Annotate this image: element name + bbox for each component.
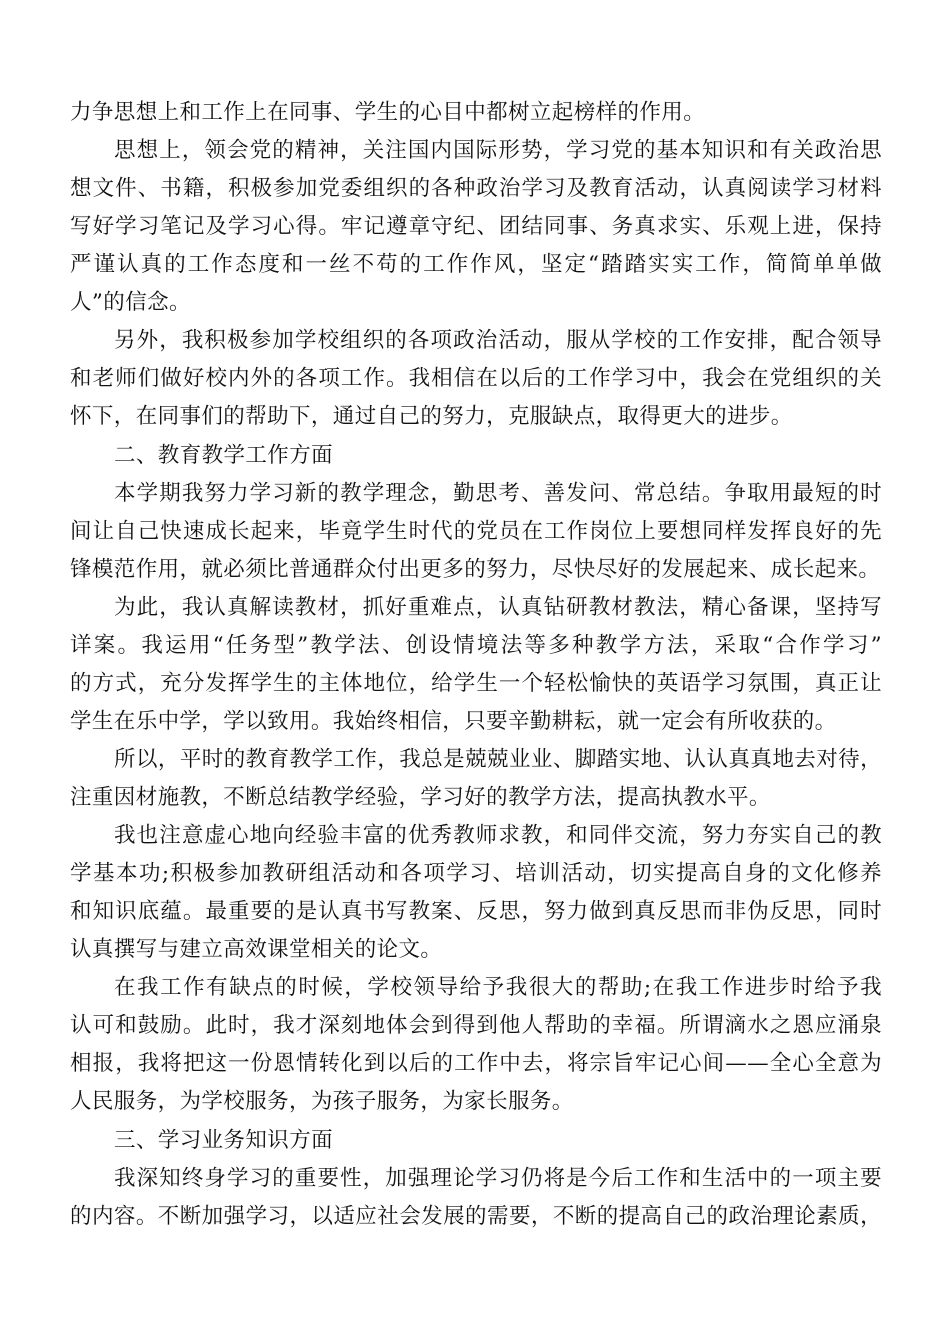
text-line: 相报，我将把这一份恩情转化到以后的工作中去，将宗旨牢记心间——全心全意为: [70, 1051, 882, 1076]
text-line: 严谨认真的工作态度和一丝不苟的工作作风，坚定“踏踏实实工作，简简单单做: [70, 252, 882, 277]
text-line: 和老师们做好校内外的各项工作。我相信在以后的工作学习中，我会在党组织的关: [70, 366, 882, 391]
section-heading: 二、教育教学工作方面: [114, 443, 334, 468]
text-line: 本学期我努力学习新的教学理念，勤思考、善发问、常总结。争取用最短的时: [114, 481, 882, 506]
text-line: 我深知终身学习的重要性，加强理论学习仍将是今后工作和生活中的一项主要: [114, 1166, 882, 1191]
text-line: 为此，我认真解读教材，抓好重难点，认真钻研教材教法，精心备课，坚持写: [114, 595, 882, 620]
text-line: 认真撰写与建立高效课堂相关的论文。: [70, 937, 443, 962]
text-line: 想文件、书籍，积极参加党委组织的各种政治学习及教育活动，认真阅读学习材料: [70, 176, 882, 201]
text-line: 学生在乐中学，学以致用。我始终相信，只要辛勤耕耘，就一定会有所收获的。: [70, 709, 837, 734]
text-line: 人”的信念。: [70, 290, 191, 315]
text-line: 和知识底蕴。最重要的是认真书写教案、反思，努力做到真反思而非伪反思，同时: [70, 899, 882, 924]
text-line: 的内容。不断加强学习，以适应社会发展的需要，不断的提高自己的政治理论素质，: [70, 1204, 882, 1229]
text-line: 人民服务，为学校服务，为孩子服务，为家长服务。: [70, 1089, 574, 1114]
text-line: 力争思想上和工作上在同事、学生的心目中都树立起榜样的作用。: [70, 100, 706, 125]
text-line: 我也注意虚心地向经验丰富的优秀教师求教，和同伴交流，努力夯实自己的教: [114, 823, 882, 848]
text-line: 认可和鼓励。此时，我才深刻地体会到得到他人帮助的幸福。所谓滴水之恩应涌泉: [70, 1013, 882, 1038]
text-line: 学基本功;积极参加教研组活动和各项学习、培训活动，切实提高自身的文化修养: [70, 861, 882, 886]
text-line: 的方式，充分发挥学生的主体地位，给学生一个轻松愉快的英语学习氛围，真正让: [70, 671, 882, 696]
text-line: 注重因材施教，不断总结教学经验，学习好的教学方法，提高执教水平。: [70, 785, 771, 810]
text-line: 所以，平时的教育教学工作，我总是兢兢业业、脚踏实地、认认真真地去对待，: [114, 747, 882, 772]
text-line: 在我工作有缺点的时候，学校领导给予我很大的帮助;在我工作进步时给予我: [114, 975, 882, 1000]
text-line: 另外，我积极参加学校组织的各项政治活动，服从学校的工作安排，配合领导: [114, 328, 882, 353]
section-heading: 三、学习业务知识方面: [114, 1128, 334, 1153]
text-line: 思想上，领会党的精神，关注国内国际形势，学习党的基本知识和有关政治思: [114, 138, 882, 163]
text-line: 详案。我运用“任务型”教学法、创设情境法等多种教学方法，采取“合作学习”: [70, 633, 882, 658]
text-line: 锋模范作用，就必须比普通群众付出更多的努力，尽快尽好的发展起来、成长起来。: [70, 557, 881, 582]
text-line: 怀下，在同事们的帮助下，通过自己的努力，克服缺点，取得更大的进步。: [70, 404, 793, 429]
text-line: 间让自己快速成长起来，毕竟学生时代的党员在工作岗位上要想同样发挥良好的先: [70, 519, 882, 544]
text-line: 写好学习笔记及学习心得。牢记遵章守纪、团结同事、务真求实、乐观上进，保持: [70, 214, 882, 239]
